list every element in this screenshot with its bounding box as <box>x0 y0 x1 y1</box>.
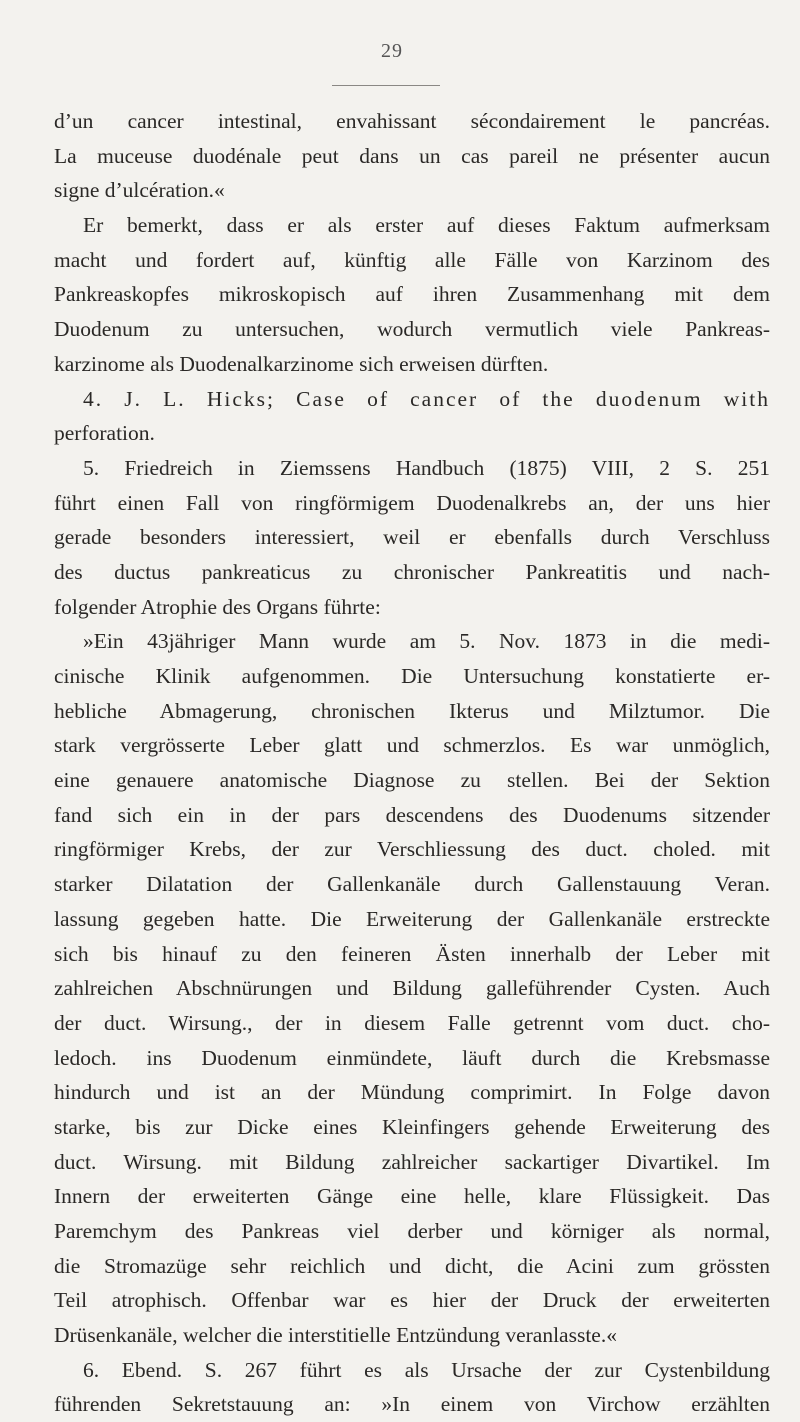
text-line: hebliche Abmagerung, chronischen Ikterus und Milztumor. Die <box>54 698 770 723</box>
text-line: 6. Ebend. S. 267 führt es als Ursache der zur Cystenbildung <box>83 1357 770 1382</box>
text-line: folgender Atrophie des Organs führte: <box>54 594 381 619</box>
text-line: Paremchym des Pankreas viel derber und körniger als normal, <box>54 1219 770 1243</box>
text-line: fand sich ein in der pars descendens des Duodenums sitzender <box>54 802 770 827</box>
text-line: »Ein 43jähriger Mann wurde am 5. Nov. 1873 in die medi- <box>83 629 770 654</box>
text-line: die Stromazüge sehr reichlich und dicht, die Acini zum grössten <box>54 1253 770 1278</box>
text-line: führenden Sekretstauung an: »In einem von Virchow erzählten <box>54 1392 770 1417</box>
text-line: der duct. Wirsung., der in diesem Falle getrennt vom duct. cho- <box>54 1010 770 1035</box>
text-line: sich bis hinauf zu den feineren Ästen innerhalb der Leber mit <box>54 941 770 966</box>
text-line: duct. Wirsung. mit Bildung zahlreicher sackartiger Divartikel. Im <box>54 1149 770 1174</box>
text-line: perforation. <box>54 421 155 446</box>
text-line: zahlreichen Abschnürungen und Bildung galleführender Cysten. Auch <box>54 976 770 1001</box>
text-line: d’un cancer intestinal, envahissant sécondairement le pancréas. <box>54 109 770 133</box>
text-line: starker Dilatation der Gallenkanäle durch Gallenstauung Veran. <box>54 872 770 897</box>
text-line: macht und fordert auf, künftig alle Fälle von Karzinom des <box>54 247 770 272</box>
text-line: stark vergrösserte Leber glatt und schmerzlos. Es war unmöglich, <box>54 733 770 758</box>
text-line: gerade besonders interessiert, weil er ebenfalls durch Verschluss <box>54 525 770 550</box>
text-line: lassung gegeben hatte. Die Erweiterung der Gallenkanäle erstreckte <box>54 906 770 931</box>
text-line: Innern der erweiterten Gänge eine helle, klare Flüssigkeit. Das <box>54 1184 770 1209</box>
text-line: karzinome als Duodenalkarzinome sich erweisen dürften. <box>54 351 549 376</box>
header-rule <box>332 85 440 86</box>
text-line: starke, bis zur Dicke eines Kleinfingers gehende Erweiterung des <box>54 1114 770 1139</box>
page-number: 29 <box>381 40 403 62</box>
text-line: eine genauere anatomische Diagnose zu stellen. Bei der Sektion <box>54 768 770 793</box>
text-line: des ductus pankreaticus zu chronischer Pankreatitis und nach- <box>54 559 770 584</box>
body-text <box>54 104 770 1422</box>
text-line: signe d’ulcération.« <box>54 178 225 203</box>
text-line: ringförmiger Krebs, der zur Verschliessung des duct. choled. mit <box>54 837 770 862</box>
text-line: hindurch und ist an der Mündung comprimirt. In Folge davon <box>54 1080 770 1105</box>
text-line: Er bemerkt, dass er als erster auf dieses Faktum aufmerksam <box>83 213 770 238</box>
text-line: Teil atrophisch. Offenbar war es hier der Druck der erweiterten <box>54 1288 770 1313</box>
text-line: Duodenum zu untersuchen, wodurch vermutlich viele Pankreas- <box>54 317 770 342</box>
text-line: La muceuse duodénale peut dans un cas pareil ne présenter aucun <box>54 143 770 168</box>
text-line: 4. J. L. Hicks; Case of cancer of the duodenum with <box>83 386 770 411</box>
text-line: ledoch. ins Duodenum einmündete, läuft durch die Krebsmasse <box>54 1045 770 1070</box>
text-line: führt einen Fall von ringförmigem Duodenalkrebs an, der uns hier <box>54 490 770 515</box>
text-line: cinische Klinik aufgenommen. Die Untersuchung konstatierte er- <box>54 664 770 688</box>
text-line: Drüsenkanäle, welcher die interstitielle Entzündung veranlasste.« <box>54 1323 617 1348</box>
text-line: 5. Friedreich in Ziemssens Handbuch (1875) VIII, 2 S. 251 <box>83 455 770 480</box>
text-line: Pankreaskopfes mikroskopisch auf ihren Zusammenhang mit dem <box>54 282 770 307</box>
